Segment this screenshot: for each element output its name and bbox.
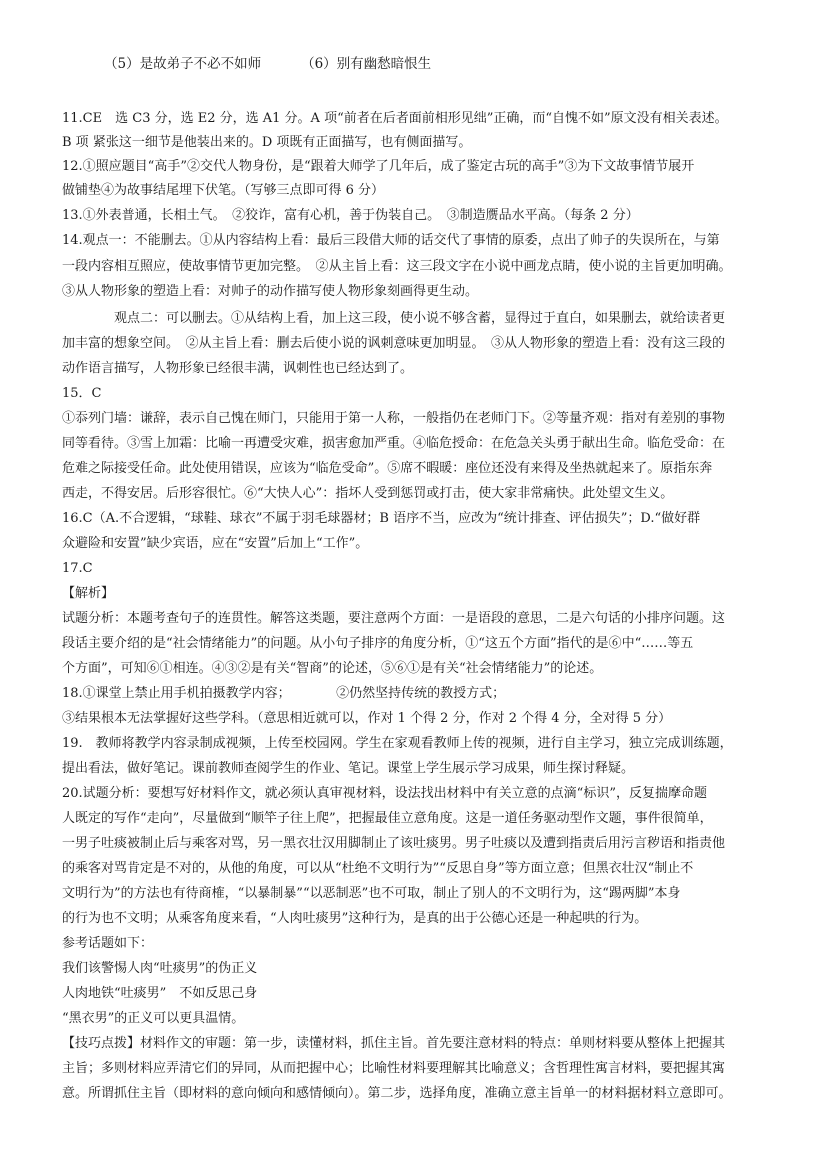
answer-item-6: （6）别有幽愁暗恨生: [301, 56, 432, 72]
q16-line-2: 众避险和安置”缺少宾语，应在“安置”后加上“工作”。: [62, 536, 369, 551]
topic-1: 我们该警惕人肉“吐痰男”的伪正义: [62, 961, 258, 976]
tips-line-2: 主旨；多则材料应弄清它们的异同，从而把握中心；比喻性材料要理解其比喻意义；含哲理性寓言材料，要把握其寓: [62, 1061, 726, 1076]
q20-line-1: 20.试题分析：要想写好材料作文，就必须认真审视材料，设法找出材料中有关立意的点滴“标识”，反复揣摩命题: [62, 786, 707, 801]
answer-item-5: （5）是故弟子不必不如师: [104, 56, 262, 72]
q15-line-1: ①忝列门墙：谦辞，表示自己愧在师门，只能用于第一人称，一般指仍在老师门下。②等量齐观：指对有差别的事物: [62, 411, 726, 426]
tips-line-3: 意。所谓抓住主旨（即材料的意向倾向和感情倾向）。第二步，选择角度，准确立意主旨单一的材料据材料立意即可。: [62, 1086, 732, 1101]
q14-line-4: 观点二：可以删去。①从结构上看，加上这三段，使小说不够含蓄，显得过于直白，如果删去，就给读者更: [114, 311, 726, 326]
q17-line-3: 个方面”，可知⑥①相连。④③②是有关“智商”的论述，⑤⑥①是有关“社会情绪能力”的论述。: [62, 661, 603, 676]
q19-line-2: 提出看法，做好笔记。课前教师查阅学生的作业、笔记。课堂上学生展示学习成果，师生探讨释疑。: [62, 761, 635, 776]
reference-topics-heading: 参考话题如下：: [62, 936, 154, 951]
top-answer-line: [104, 56, 816, 73]
q15-line-2: 同等看待。③雪上加霜：比喻一再遭受灾难，损害愈加严重。④临危授命：在危急关头勇于献出生命。临危受命：在: [62, 436, 726, 451]
q14-line-2: 一段内容相互照应，使故事情节更加完整。 ②从主旨上看：这三段文字在小说中画龙点睛，使小说的主旨更加明确。: [62, 259, 732, 274]
q20-line-4: 的乘客对骂肯定是不对的，从他的角度，可以从“杜绝不文明行为”“反思自身”等方面立意；但黑衣壮汉“制止不: [62, 861, 694, 876]
q20-line-6: 的行为也不文明；从乘客角度来看，“人肉吐痰男”这种行为，是真的出于公德心还是一种起哄的行为。: [62, 911, 648, 926]
q13-line: 13.①外表普通，长相土气。 ②狡诈，富有心机，善于伪装自己。 ③制造赝品水平高。（每条 2 分）: [62, 208, 639, 223]
q17-analysis-heading: 【解析】: [62, 586, 115, 601]
q17-line-1: 试题分析：本题考查句子的连贯性。解答这类题，要注意两个方面：一是语段的意思，二是六句话的小排序问题。这: [62, 611, 726, 626]
q18-line-1: 18.①课堂上禁止用手机拍摄教学内容； ②仍然坚持传统的教授方式；: [62, 686, 506, 701]
q20-line-5: 文明行为”的方法也有待商榷，“以暴制暴”“以恶制恶”也不可取，制止了别人的不文明行为，这“踢两脚”本身: [62, 886, 681, 901]
q20-line-3: 一男子吐痰被制止后与乘客对骂，另一黑衣壮汉用脚制止了该吐痰男。男子吐痰以及遭到指责后用污言秽语和指责他: [62, 836, 726, 851]
q18-line-2: ③结果根本无法掌握好这些学科。（意思相近就可以，作对 1 个得 2 分，作对 2 个得 4 分，全对得 5 分）: [62, 711, 672, 726]
q14-line-6: 动作语言描写，人物形象已经很丰满，讽刺性也已经达到了。: [62, 361, 414, 376]
q17-line-2: 段话主要介绍的是“社会情绪能力”的问题。从小句子排序的角度分析，①“这五个方面”指代的是⑥中“……等五: [62, 636, 694, 651]
topic-3: “黑衣男”的正义可以更具温情。: [62, 1011, 245, 1026]
q14-line-5: 加丰富的想象空间。 ②从主旨上看：删去后使小说的讽刺意味更加明显。 ③从人物形象的塑造上看：没有这三段的: [62, 336, 726, 351]
q15-line-4: 西走，不得安居。后形容很忙。⑥“大快人心”：指坏人受到惩罚或打击，使大家非常痛快。此处望文生义。: [62, 486, 674, 501]
q12-line-2: 做铺垫④为故事结尾埋下伏笔。（写够三点即可得 6 分）: [62, 183, 385, 198]
q14-line-3: ③从人物形象的塑造上看：对帅子的动作描写使人物形象刻画得更生动。: [62, 284, 479, 299]
q15-answer: 15．C: [62, 386, 102, 401]
q12-line-1: 12.①照应题目“高手”②交代人物身份，是“跟着大师学了几年后，成了鉴定古玩的高手”③为下文故事情节展开: [62, 159, 695, 174]
tips-line-1: 【技巧点拨】材料作文的审题：第一步，读懂材料，抓住主旨。首先要注意材料的特点：单则材料要从整体上把握其: [62, 1036, 726, 1051]
q15-line-3: 危难之际接受任命。此处使用错误，应该为“临危受命”。⑤席不暇暖：座位还没有来得及坐热就起来了。原指东奔: [62, 461, 713, 476]
q16-line-1: 16.C（A.不合逻辑，“球鞋、球衣”不属于羽毛球器材；B 语序不当，应改为“统计排查、评估损失”；D.“做好群: [62, 511, 701, 526]
q17-answer: 17.C: [62, 561, 93, 576]
q11-line-2: B 项 紧张这一细节是他装出来的。D 项既有正面描写，也有侧面描写。: [62, 135, 472, 150]
q19-line-1: 19. 教师将教学内容录制成视频，上传至校园网。学生在家观看教师上传的视频，进行自主学习，独立完成训练题，: [62, 736, 733, 751]
q11-line-1: 11.CE 选 C3 分，选 E2 分，选 A1 分。A 项“前者在后者面前相形见绌”正确，而“自愧不如”原文没有相关表述。: [62, 111, 728, 126]
topic-2: 人肉地铁“吐痰男” 不如反思己身: [62, 986, 258, 1001]
q14-line-1: 14.观点一：不能删去。①从内容结构上看：最后三段借大师的话交代了事情的原委，点出了帅子的失误所在，与第: [62, 233, 720, 248]
q20-line-2: 人既定的写作“走向”，尽量做到“顺竿子往上爬”，把握最佳立意角度。这是一道任务驱动型作文题，事件很简单，: [62, 811, 713, 826]
